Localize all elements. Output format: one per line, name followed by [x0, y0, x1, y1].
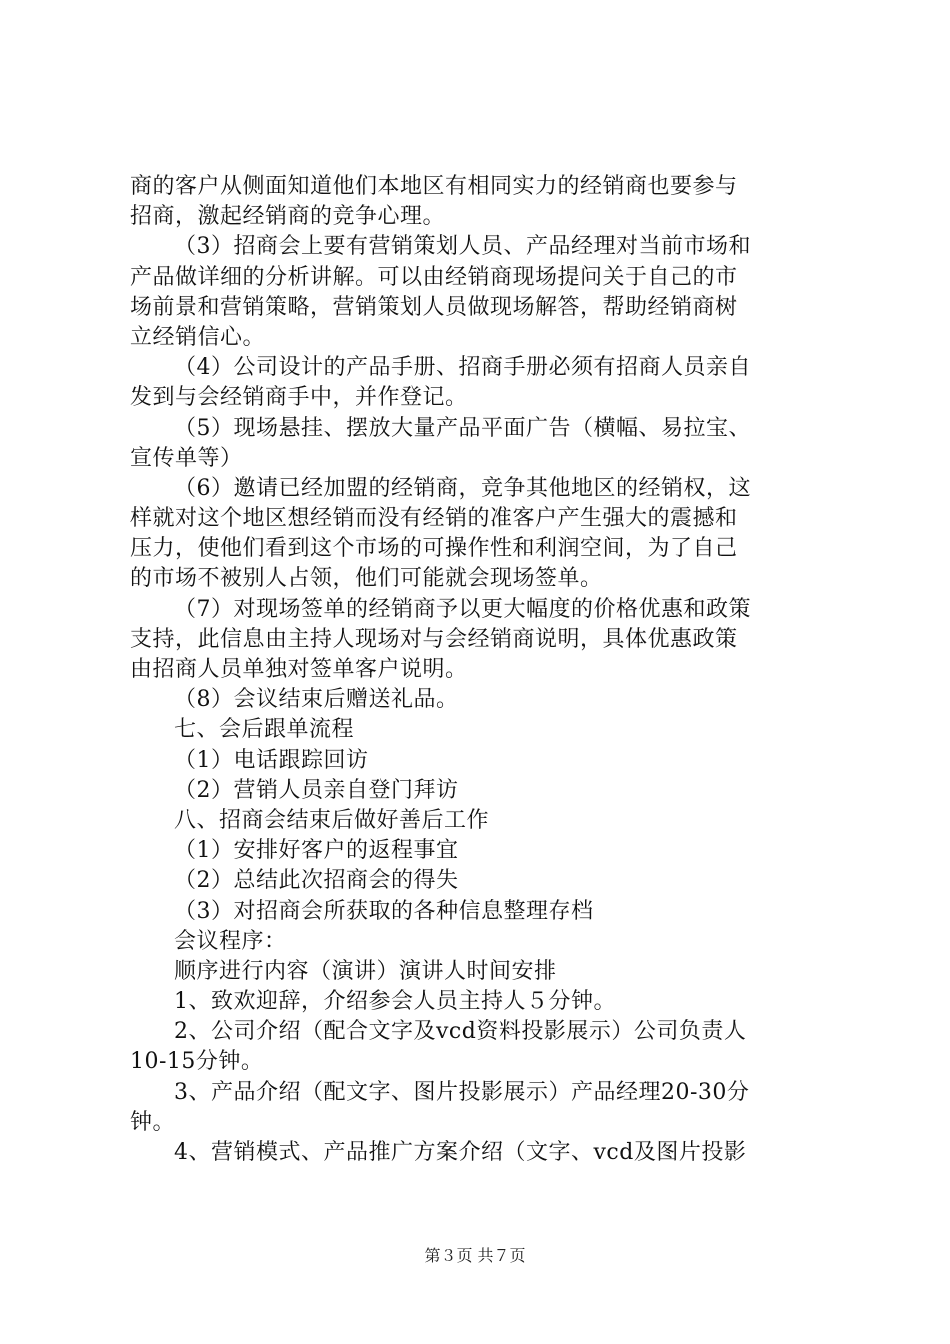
section-heading: 会议程序：: [174, 928, 287, 954]
list-item: 1、致欢迎辞，介绍参会人员主持人５分钟。: [174, 989, 616, 1015]
paragraph-line: 招商，激起经销商的竞争心理。: [130, 204, 446, 230]
paragraph-line: 商的客户从侧面知道他们本地区有相同实力的经销商也要参与: [130, 174, 738, 199]
paragraph-line: 场前景和营销策略，营销策划人员做现场解答，帮助经销商树: [130, 294, 738, 320]
document-body: [130, 172, 830, 1168]
paragraph-line: （6）邀请已经加盟的经销商，竞争其他地区的经销权，这: [174, 475, 751, 501]
list-item: （2）营销人员亲自登门拜访: [174, 777, 459, 803]
section-heading: 八、招商会结束后做好善后工作: [174, 807, 490, 833]
paragraph-line: （4）公司设计的产品手册、招商手册必须有招商人员亲自: [174, 355, 751, 381]
list-item: （1）电话跟踪回访: [174, 747, 369, 773]
page-number-footer: 第３页 共７页: [424, 1246, 526, 1265]
paragraph-line: （3）招商会上要有营销策划人员、产品经理对当前市场和: [174, 234, 751, 260]
list-item: （3）对招商会所获取的各种信息整理存档: [174, 898, 594, 924]
paragraph-line: （7）对现场签单的经销商予以更大幅度的价格优惠和政策: [174, 596, 751, 622]
paragraph-line: 发到与会经销商手中，并作登记。: [130, 385, 468, 411]
paragraph-line: （8）会议结束后赠送礼品。: [174, 687, 459, 713]
list-item: 3、产品介绍（配文字、图片投影展示）产品经理20-30分: [174, 1079, 750, 1105]
paragraph-line: （5）现场悬挂、摆放大量产品平面广告（横幅、易拉宝、: [174, 415, 751, 441]
paragraph-line: 钟。: [130, 1109, 176, 1135]
paragraph-line: 支持，此信息由主持人现场对与会经销商说明，具体优惠政策: [130, 626, 738, 652]
list-item: 4、营销模式、产品推广方案介绍（文字、vcd及图片投影: [174, 1140, 747, 1165]
section-heading: 七、会后跟单流程: [174, 717, 355, 743]
paragraph-line: 立经销信心。: [130, 324, 266, 350]
paragraph-line: 宣传单等）: [130, 445, 243, 471]
paragraph-line: 样就对这个地区想经销而没有经销的准客户产生强大的震撼和: [130, 506, 738, 532]
list-item: （1）安排好客户的返程事宜: [174, 838, 459, 864]
paragraph-line: 压力，使他们看到这个市场的可操作性和利润空间，为了自己: [130, 536, 738, 562]
list-item: 2、公司介绍（配合文字及vcd资料投影展示）公司负责人: [174, 1019, 747, 1045]
paragraph-line: 10-15分钟。: [130, 1049, 264, 1075]
paragraph-line: 产品做详细的分析讲解。可以由经销商现场提问关于自己的市: [130, 264, 738, 290]
list-item: （2）总结此次招商会的得失: [174, 868, 459, 894]
paragraph-line: 由招商人员单独对签单客户说明。: [130, 657, 468, 682]
paragraph-line: 顺序进行内容（演讲）演讲人时间安排: [174, 958, 557, 984]
paragraph-line: 的市场不被别人占领，他们可能就会现场签单。: [130, 566, 603, 592]
